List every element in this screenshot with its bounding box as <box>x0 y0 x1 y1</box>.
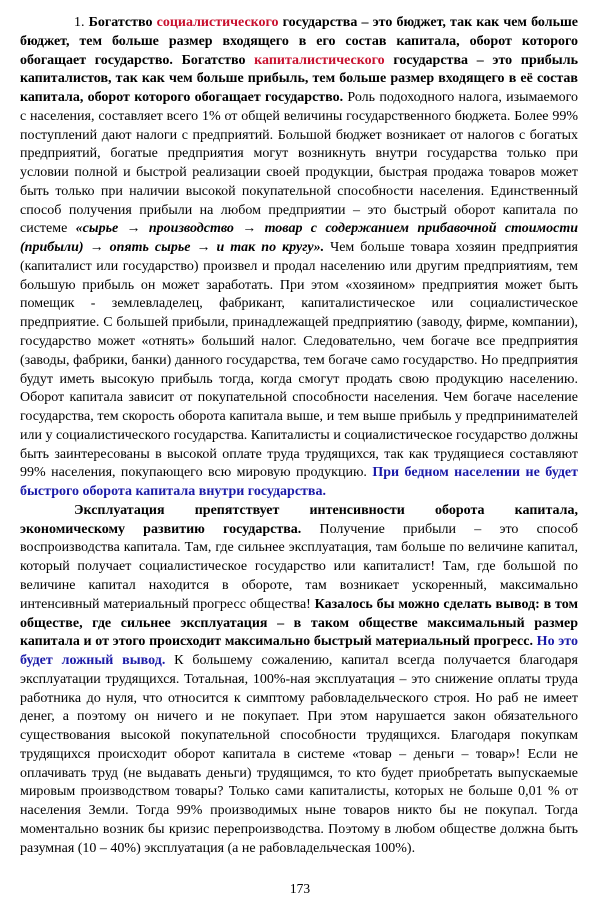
highlight-red: социалистического <box>156 15 279 30</box>
bold-text: государства – это прибыль капиталистов, так как чем больше прибыль, тем больше размер входящего в её состав капитала, оборот которого обогащает государство. <box>20 52 578 106</box>
bold-text: Казалось бы можно сделать вывод: в том обществе, где сильнее эксплуатация – в таком обществе максимальный размер капитала и от этого происходит максимально быстрый материальный прогресс. <box>20 596 578 650</box>
page-body <box>20 14 578 858</box>
page-number: 173 <box>289 881 311 896</box>
list-number: 1. <box>74 15 89 30</box>
bold-text: Богатство <box>88 15 157 30</box>
bold-text: государства – это бюджет, так как чем больше бюджет, тем больше размер входящего в его состав капитала, оборот которого обогащает государство. Богатство <box>20 15 579 68</box>
body-text: Получение прибыли – это способ воспроизводства капитала. Там, где сильнее эксплуатация, там больше по величине капитал, который получает социалистическое государство или капиталист! Там, где большой по величине капитал находится в обороте, там возникает ускоренный, максимально интенсивный материальный прогресс общества! <box>20 521 578 612</box>
bold-text: Эксплуатация препятствует интенсивности оборота капитала, экономическому развитию государства. <box>20 502 578 537</box>
highlight-blue: Но это будет ложный вывод. <box>20 634 578 669</box>
paragraph-1 <box>20 14 578 502</box>
body-text: Роль подоходного налога, изымаемого с населения, составляет всего 1% от общей величины государственного бюджета. Более 99% поступлений дают налоги с предприятий. Большой бюджет возникает от налогов с богатых предприятий, богатые предприятия могут возникнуть внутри государства только при условии полной и быстрой реализации своей продукции, быстрая продажа товаров может быть только при наличии высокой покупательной способности населения. Единственный способ получения прибыли на любом предприятии – это быстрый оборот капитала по системе <box>20 90 578 237</box>
highlight-blue: При бедном населении не будет быстрого оборота капитала внутри государства. <box>20 465 578 500</box>
highlight-red: капиталистического <box>254 52 385 68</box>
body-text: Чем больше товара хозяин предприятия (капиталист или государство) произвел и продал населению или другим предприятиям, тем большую прибыль он может заработать. При этом «хозяином» предприятия может быть помещик - землевладелец, фабрикант, капиталистическое или социалистическое предприятие. С большей прибыли, принадлежащей предприятию (заводу, фирме, компании), государство может «отнять» больший налог. Следовательно, чем богаче все предприятия (заводы, фабрики, банки) данного государства, тем богаче само государство. Но предприятия будут иметь высокую прибыль тогда, когда смогут продать свою продукцию населению. Оборот капитала зависит от покупательной способности населения. Чем богаче население государства, тем скорость оборота капитала выше, и тем выше прибыль у предпринимателей или у социалистического государства. Капиталисты и социалистическое государство должны быть заинтересованы в высокой оплате труда трудящихся, так как трудящиеся составляют 99% населения, покупающего всю мировую продукцию. <box>20 240 579 481</box>
bold-italic-text: «сырье → производство → товар с содержанием прибавочной стоимости (прибыли) → опять сырье → и так по кругу». <box>20 221 579 256</box>
body-text: К большему сожалению, капитал всегда получается благодаря эксплуатации трудящихся. Тотальная, 100%-ная эксплуатация – это снижение оплаты труда работника до нуля, что относится к симптому рабовладельческого строя. Но раб не имеет денег, а поэтому он ничего и не покупает. При этом нарушается закон обязательного существования высокой покупательной способности трудящихся. Благодаря покупкам трудящихся происходит оборот капитала в системе «товар – деньги – товар»! Если не оплачивать труд (не выдавать деньги) трудящимся, то кто будет приобретать выпускаемые мировым производством товары? Только сами капиталисты, которых не больше 0,01 % от населения Земли. Тогда 99% производимых ныне товаров никто бы не покупал. Тогда моментально возник бы кризис перепроизводства. Поэтому в любом обществе должна быть разумная (10 – 40%) эксплуатация (а не рабовладельческая 100%). <box>20 653 578 856</box>
paragraph-2 <box>20 502 578 859</box>
